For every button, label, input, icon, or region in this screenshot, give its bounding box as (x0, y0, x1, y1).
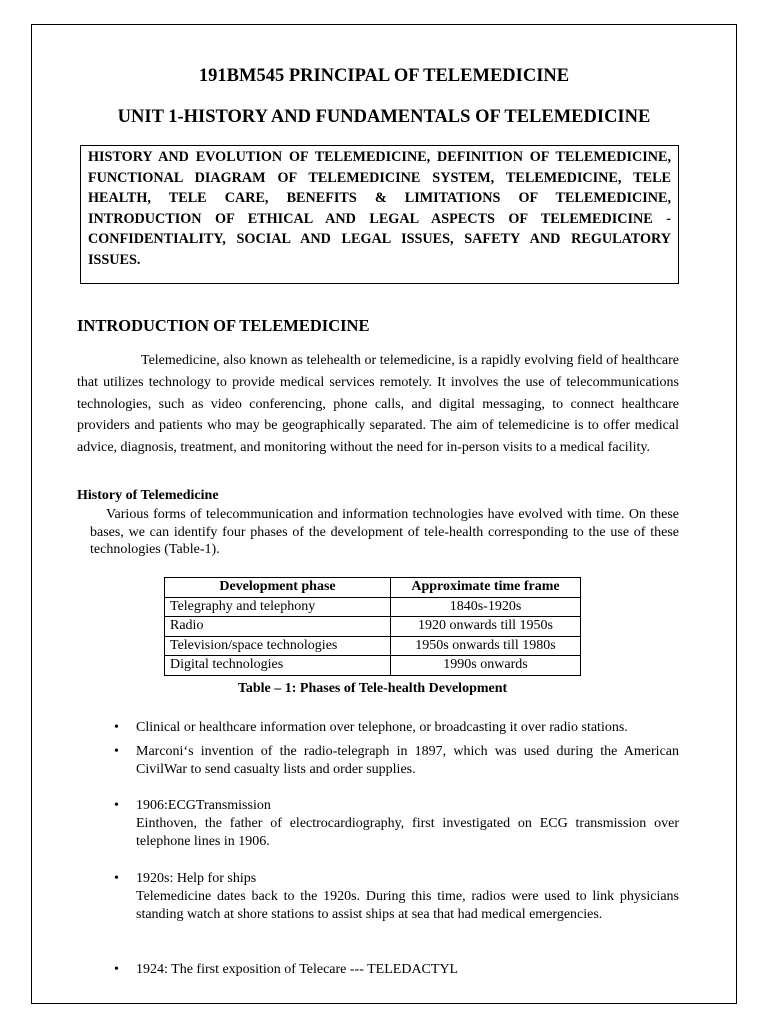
bullet-item (112, 961, 679, 979)
table-cell-phase: Telegraphy and telephony (165, 597, 391, 617)
table-cell-time: 1990s onwards (391, 656, 581, 676)
phases-table (164, 577, 581, 676)
bullet-icon: • (114, 962, 119, 977)
bullet-item (112, 870, 679, 924)
table-cell-phase: Radio (165, 617, 391, 637)
bullet-text: Marconi‘s invention of the radio-telegraph in 1897, which was used during the American CivilWar to send casualty lists and order supplies. (136, 744, 679, 777)
bullet-text: Telemedicine dates back to the 1920s. During this time, radios were used to link physicians standing watch at shore stations to assist ships at sea that had medical emergencies. (136, 889, 679, 922)
history-paragraph: Various forms of telecommunication and information technologies have evolved with time. On these bases, we can identify four phases of the development of tele-health corresponding to the use of these technologies (Table-1). (90, 507, 679, 557)
table-cell-time: 1840s-1920s (391, 597, 581, 617)
bullet-icon: • (114, 744, 119, 759)
course-title: 191BM545 PRINCIPAL OF TELEMEDICINE (198, 66, 570, 86)
bullet-icon: • (114, 798, 119, 813)
bullet-title: 1920s: Help for ships (136, 871, 257, 886)
table-row (165, 636, 581, 656)
table-header-row (165, 578, 581, 598)
table-caption: Table – 1: Phases of Tele-health Development (237, 681, 508, 696)
bullet-text: 1924: The first exposition of Telecare --- TELEDACTYL (136, 962, 459, 977)
bullet-item (112, 743, 679, 779)
bullet-text: Einthoven, the father of electrocardiography, first investigated on ECG transmission over telephone lines in 1906. (136, 816, 679, 849)
bullet-text: Clinical or healthcare information over telephone, or broadcasting it over radio stations. (136, 720, 628, 735)
bullet-title: 1906:ECGTransmission (136, 798, 271, 813)
introduction-paragraph: Telemedicine, also known as telehealth or telemedicine, is a rapidly evolving field of healthcare that utilizes technology to provide medical services remotely. It involves the use of telecommunications technologies, such as video conferencing, phone calls, and digital messaging, to connect healthcare providers and patients who may be geographically separated. The aim of telemedicine is to offer medical advice, diagnosis, treatment, and monitoring without the need for in-person visits to a medical facility. (77, 353, 679, 456)
bullet-item (112, 719, 679, 737)
syllabus-text: HISTORY AND EVOLUTION OF TELEMEDICINE, DEFINITION OF TELEMEDICINE, FUNCTIONAL DIAGRAM OF TELEMEDICINE SYSTEM, TELEMEDICINE, TELE HEALTH, TELE CARE, BENEFITS & LIMITATIONS OF TELEMEDICINE, INTRODUCTION OF ETHICAL AND LEGAL ASPECTS OF TELEMEDICINE - CONFIDENTIALITY, SOCIAL AND LEGAL ISSUES, SAFETY AND REGULATORY ISSUES. (88, 149, 671, 268)
table-cell-time: 1950s onwards till 1980s (391, 636, 581, 656)
introduction-heading: INTRODUCTION OF TELEMEDICINE (77, 316, 370, 335)
table-cell-time: 1920 onwards till 1950s (391, 617, 581, 637)
unit-title: UNIT 1-HISTORY AND FUNDAMENTALS OF TELEMEDICINE (117, 107, 651, 127)
table-row (165, 597, 581, 617)
table-header-cell: Approximate time frame (391, 578, 581, 598)
bullet-item (112, 797, 679, 851)
table-cell-phase: Digital technologies (165, 656, 391, 676)
table-header-cell: Development phase (165, 578, 391, 598)
table-cell-phase: Television/space technologies (165, 636, 391, 656)
table-row (165, 656, 581, 676)
syllabus-box (80, 145, 679, 284)
history-heading: History of Telemedicine (77, 488, 219, 503)
table-row (165, 617, 581, 637)
bullet-icon: • (114, 871, 119, 886)
bullet-icon: • (114, 720, 119, 735)
